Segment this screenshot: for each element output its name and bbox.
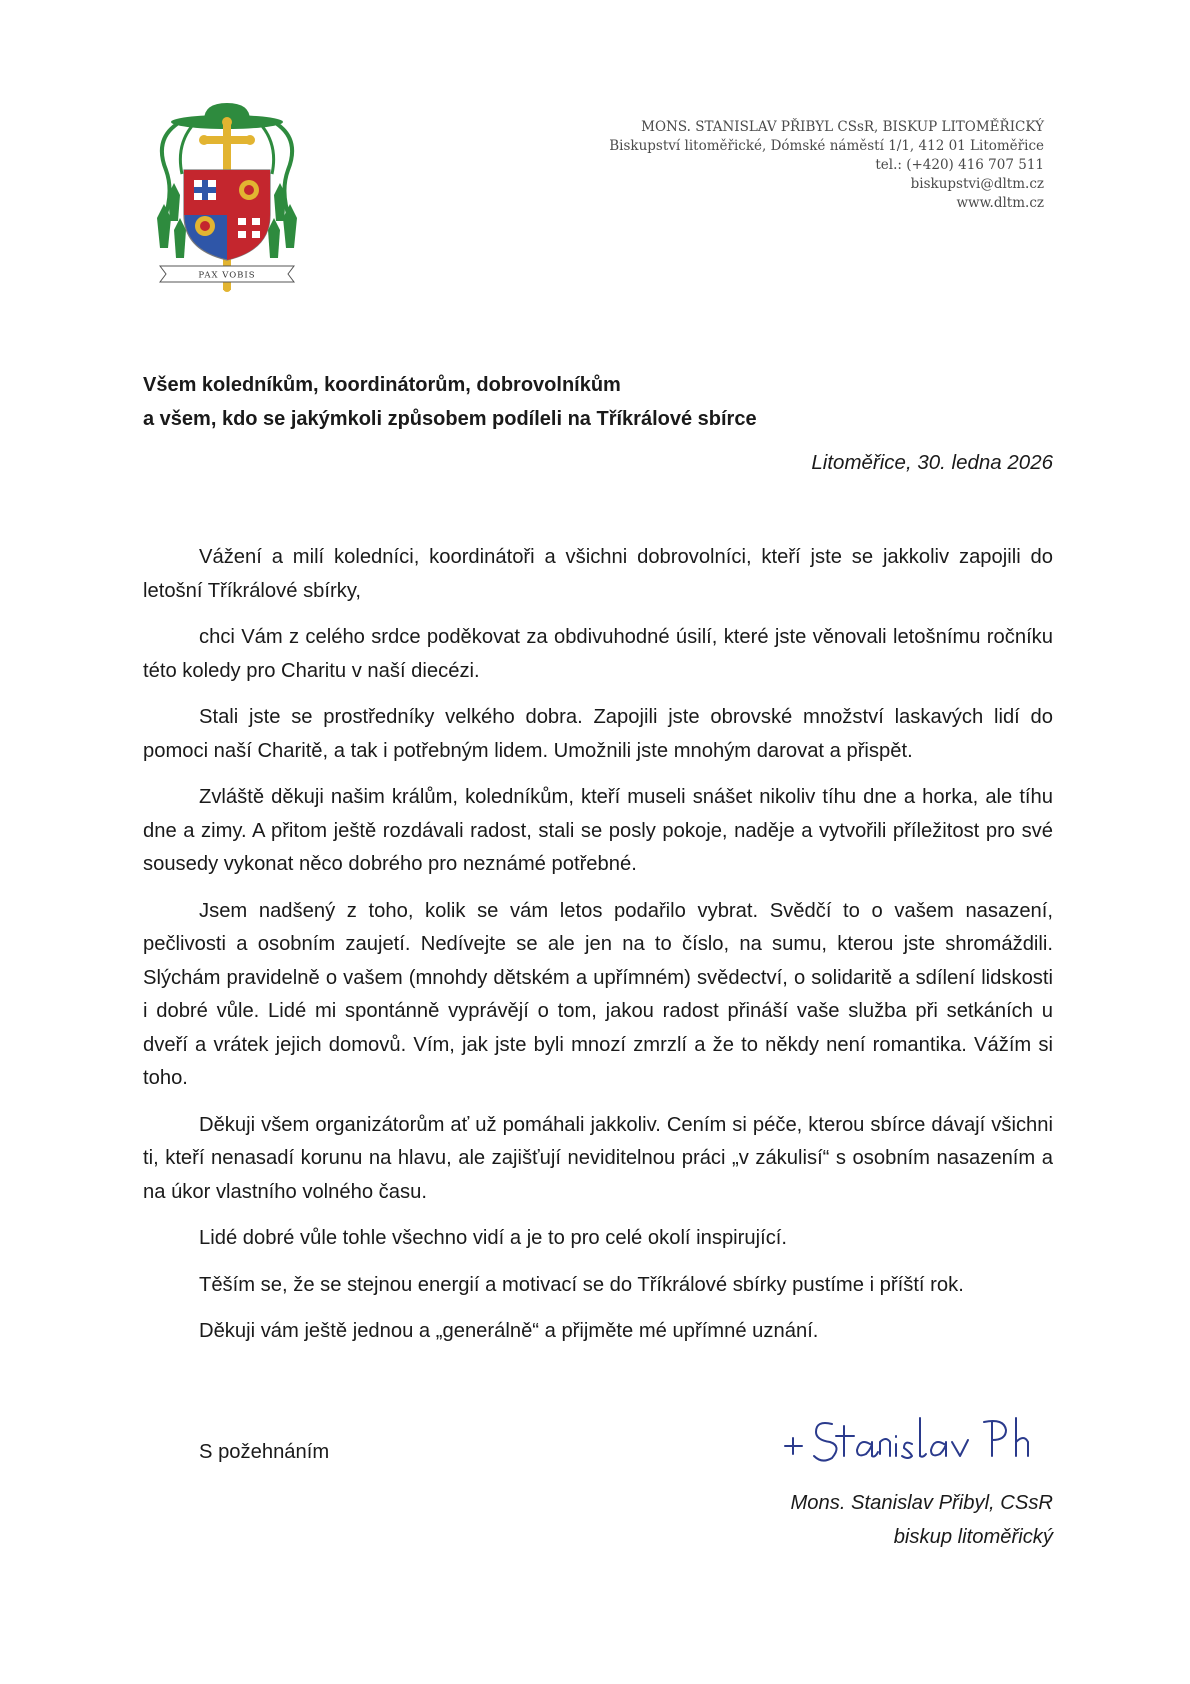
addressee-line-1: Všem koledníkům, koordinátorům, dobrovolníkům — [143, 374, 621, 396]
body-paragraph: Děkuji vám ještě jednou a „generálně“ a přijměte mé upřímné uznání. — [199, 1320, 819, 1342]
body-paragraph: Lidé dobré vůle tohle všechno vidí a je to pro celé okolí inspirující. — [199, 1227, 788, 1249]
motto-text: PAX VOBIS — [198, 270, 256, 281]
letterhead-email: biskupstvi@dltm.cz — [910, 176, 1044, 192]
letterhead-address: Biskupství litoměřické, Dómské náměstí 1/1, 412 01 Litoměřice — [609, 138, 1044, 154]
signer-block — [653, 1487, 1053, 1554]
body-paragraph: Stali jste se prostředníky velkého dobra. Zapojili jste obrovské množství laskavých lidí do pomoci naší Charitě, a tak i potřebným lidem. Umožnili jste mnohým darovat a přispět. — [143, 706, 1053, 762]
body-paragraph: Zvláště děkuji našim králům, koledníkům, kteří museli snášet nikoliv tíhu dne a horka, ale tíhu dne a zimy. A přitom ještě rozdávali radost, stali se posly pokoje, naděje a vytvořili příležitost pro své sousedy vykonat něco dobrého pro neznámé potřebné. — [143, 786, 1053, 875]
handwritten-signature-icon — [780, 1408, 1040, 1478]
body-paragraph: Vážení a milí koledníci, koordinátoři a všichni dobrovolníci, kteří jste se jakkoliv zapojili do letošní Tříkrálové sbírky, — [143, 546, 1053, 602]
body-paragraph: Těším se, že se stejnou energií a motivací se do Tříkrálové sbírky pustíme i příští rok. — [199, 1273, 964, 1296]
signer-title: biskup litoměřický — [893, 1525, 1053, 1548]
signer-name: Mons. Stanislav Přibyl, CSsR — [790, 1492, 1053, 1514]
letterhead-phone: tel.: (+420) 416 707 511 — [875, 157, 1044, 173]
body-paragraph: Děkuji všem organizátorům ať už pomáhali jakkoliv. Cením si péče, kterou sbírce dávají všichni ti, kteří nenasadí korunu na hlavu, ale zajišťují neviditelnou práci „v zákulisí“ s osobním nasazením a na úkor vlastního volného času. — [143, 1113, 1053, 1203]
addressee-line-2: a všem, kdo se jakýmkoli způsobem podíleli na Tříkrálové sbírce — [143, 408, 757, 430]
letterhead-web: www.dltm.cz — [956, 195, 1044, 211]
body-paragraph: chci Vám z celého srdce poděkovat za obdivuhodné úsilí, které jste věnovali letošnímu ročníku této koledy pro Charitu v naší diecézi. — [143, 626, 1053, 682]
letterhead — [484, 118, 1044, 213]
addressee-block — [143, 368, 1043, 436]
coat-of-arms-icon — [152, 100, 302, 312]
closing-greeting: S požehnáním — [199, 1441, 330, 1463]
body-paragraph: Jsem nadšený z toho, kolik se vám letos podařilo vybrat. Svědčí to o vašem nasazení, pečlivosti a osobním zaujetí. Nedívejte se ale jen na to číslo, na sumu, kterou jste shromáždili. Slýchám pravidelně o vašem (mnohdy dětském a upřímném) svědectví, o solidaritě a sdílení lidskosti i dobré vůle. Lidé mi spontánně vyprávějí o tom, jakou radost přináší vaše služba při setkáních u dveří a vrátek jejich domovů. Vím, jak jste byli mnozí zmrzlí a že to někdy není romantika. Vážím si toho. — [143, 899, 1053, 1089]
letterhead-name: MONS. STANISLAV PŘIBYL CSsR, BISKUP LITOMĚŘICKÝ — [641, 119, 1044, 135]
letter-date: Litoměřice, 30. ledna 2026 — [811, 451, 1053, 474]
letter-body — [143, 541, 1053, 1362]
